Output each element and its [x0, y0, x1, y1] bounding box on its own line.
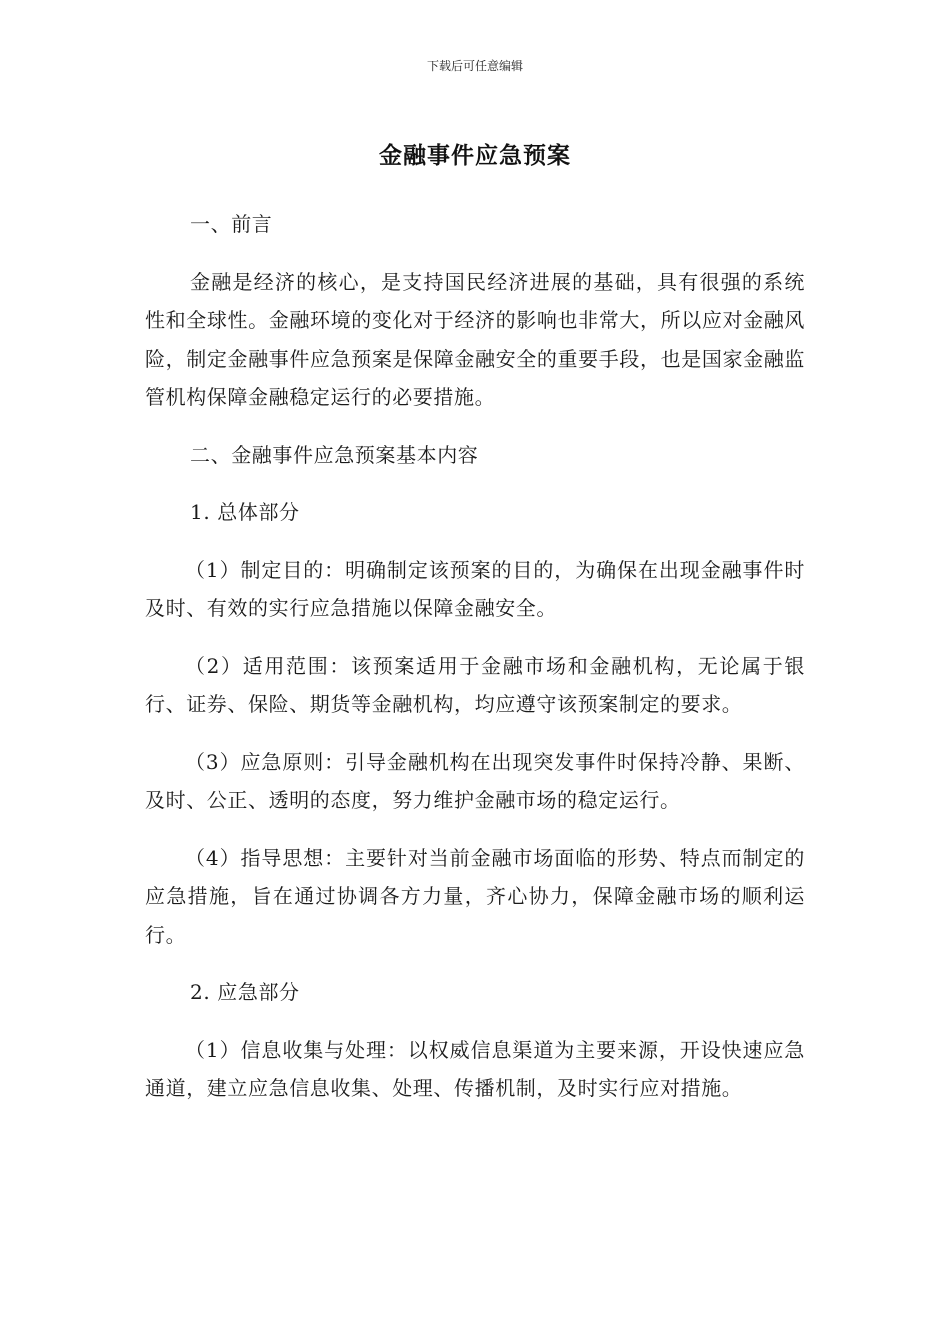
section-heading-preface: 一、前言: [190, 212, 273, 236]
subsection-heading-general: 1. 总体部分: [190, 500, 300, 524]
section-heading-content: 二、金融事件应急预案基本内容: [190, 442, 479, 467]
list-item-purpose: （1）制定目的：明确制定该预案的目的，为确保在出现金融事件时及时、有效的实行应急措施以保障金融安全。: [145, 557, 805, 620]
list-item-information: （1）信息收集与处理：以权威信息渠道为主要来源，开设快速应急通道，建立应急信息收集、处理、传播机制，及时实行应对措施。: [145, 1037, 805, 1100]
header-note: 下载后可任意编辑: [426, 59, 523, 73]
subsection-heading-emergency: 2. 应急部分: [190, 980, 300, 1004]
list-item-guiding-ideas: （4）指导思想：主要针对当前金融市场面临的形势、特点而制定的应急措施，旨在通过协调各方力量，齐心协力，保障金融市场的顺利运行。: [145, 845, 805, 947]
paragraph-intro: 金融是经济的核心，是支持国民经济进展的基础，具有很强的系统性和全球性。金融环境的变化对于经济的影响也非常大，所以应对金融风险，制定金融事件应急预案是保障金融安全的重要手段，也是国家金融监管机构保障金融稳定运行的必要措施。: [145, 269, 805, 409]
list-item-scope: （2）适用范围：该预案适用于金融市场和金融机构，无论属于银行、证券、保险、期货等金融机构，均应遵守该预案制定的要求。: [145, 653, 805, 716]
document-title: 金融事件应急预案: [379, 143, 571, 169]
list-item-principles: （3）应急原则：引导金融机构在出现突发事件时保持冷静、果断、及时、公正、透明的态度，努力维护金融市场的稳定运行。: [145, 749, 805, 812]
document-body: [145, 205, 805, 1127]
